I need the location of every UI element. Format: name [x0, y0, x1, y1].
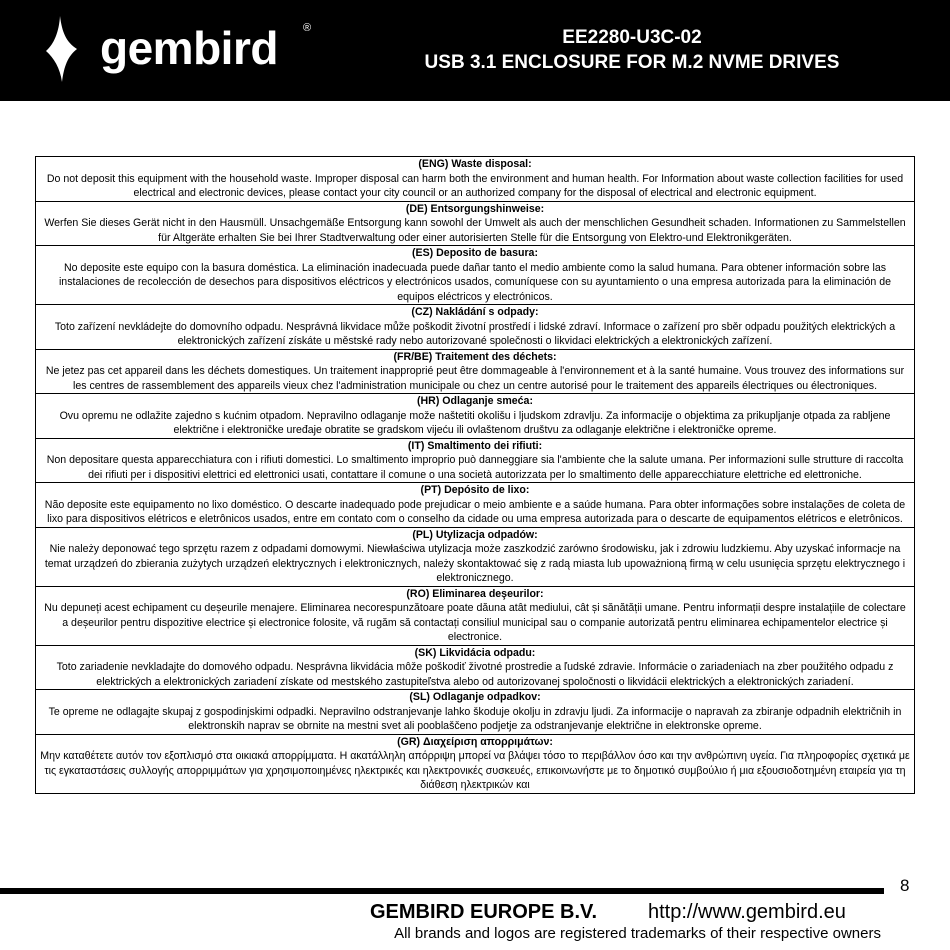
section-title: (FR/BE) Traitement des déchets: — [393, 350, 557, 363]
section-body: Te opreme ne odlagajte skupaj z gospodinjskimi odpadki. Nepravilno odstranjevanje lahko škoduje okolju in zdravju ljudi. Za informacije o napravah za zbiranje odpadnih električnih in elektronskih naprav se obrnite na mestni svet ali pooblaščeno podjetje za odstranjevanje električne in elektronske opreme. — [48, 705, 902, 732]
section-title: (SK) Likvidácia odpadu: — [414, 646, 536, 659]
section-pt — [36, 483, 914, 528]
section-body: Non depositare questa apparecchiatura con i rifiuti domestici. Lo smaltimento improprio può danneggiare sia l'ambiente che la salute umana. Per informazioni sulle strutture di raccolta dei rifiuti per i dispositivi elettrici ed elettronici usati, contattare il comune o una società autorizzata per lo smaltimento delle apparecchiature elettriche ed elettroniche. — [46, 454, 904, 481]
section-body: Nu depuneți acest echipament cu deșeurile menajere. Eliminarea necorespunzătoare poate dăuna atât mediului, cât și sănătății umane. Pentru informații despre instalațiile de colectare a deșeurilor pentru dispozitive electrice și electronice folosite, vă rugăm să contactați consiliul municipal sau o companie autorizată pentru eliminarea echipamentelor electrice și electronice. — [44, 602, 906, 643]
section-title: (ENG) Waste disposal: — [418, 158, 532, 170]
section-title: (DE) Entsorgungshinweise: — [405, 202, 545, 215]
section-body: Nie należy deponować tego sprzętu razem z odpadami domowymi. Niewłaściwa utylizacja może zaszkodzić zarówno środowisku, jak i zdrowiu ludzkiemu. Aby uzyskać informacje na temat urządzeń do zbierania zużytych urządzeń elektrycznych i elektronicznych, należy skontaktować się z radą miasta lub upoważnioną firmą w celu usunięcia sprzętu elektrycznego i elektronicznego. — [44, 543, 906, 584]
section-title: (IT) Smaltimento dei rifiuti: — [407, 439, 543, 452]
section-body: Do not deposit this equipment with the household waste. Improper disposal can harm both the environment and human health. For Information about waste collection facilities for used electrical and electronic devices, please contact your city council or an authorized company for the disposal of electrical and electronic equipment. — [46, 172, 904, 199]
trademark-notice: All brands and logos are registered trademarks of their respective owners — [394, 925, 881, 942]
model-number: EE2280-U3C-02 — [562, 27, 702, 48]
section-ro — [36, 587, 914, 646]
section-body: No deposite este equipo con la basura doméstica. La eliminación inadecuada puede dañar tanto el medio ambiente como la salud humana. Para obtener información sobre las instalaciones de recolección de desechos para dispositivos eléctricos y electrónicos usados, comuníquese con su ayuntamiento o una empresa autorizada para la eliminación de equipos eléctricos y electrónicos. — [58, 261, 892, 303]
gembird-logo-mark-icon — [44, 16, 80, 82]
section-fr-be — [36, 350, 914, 395]
section-body: Toto zařízení nevkládejte do domovního odpadu. Nesprávná likvidace může poškodit životní prostředí i lidské zdraví. Informace o zařízení pro sběr odpadu použitých elektrických a elektronických zařízení získáte u městské rady nebo autorizované společnosti o likvidaci elektrických a elektronických zařízení. — [54, 320, 896, 347]
section-body: Toto zariadenie nevkladajte do domového odpadu. Nesprávna likvidácia môže poškodiť životné prostredie a ľudské zdravie. Informácie o zariadeniach na zber použitého odpadu z elektrických a elektronických zariadení získate od mestského zastupiteľstva alebo od autorizovanej spoločnosti o likvidácii elektrických a elektronických zariadení. — [56, 661, 894, 688]
product-name: USB 3.1 ENCLOSURE FOR M.2 NVME DRIVES — [424, 52, 840, 73]
section-cz — [36, 305, 914, 350]
section-pl — [36, 528, 914, 587]
section-body: Μην καταθέτετε αυτόν τον εξοπλισμό στα οικιακά απορρίμματα. Η ακατάλληλη απόρριψη μπορεί να βλάψει τόσο το περιβάλλον όσο και την ανθρώπινη υγεία. Για πληροφορίες σχετικά με τις εγκαταστάσεις συλλογής απορριμμάτων για χρησιμοποιημένες ηλεκτρικές και ηλεκτρονικές συσκευές, επικοινωνήστε με το δημοτικό συμβούλιο ή μια εξουσιοδοτημένη εταιρεία για τη διάθεση ηλεκτρικών και — [40, 750, 910, 791]
section-title: (GR) Διαχείριση απορριμάτων: — [397, 735, 553, 748]
logo-wordmark: gembird — [100, 22, 278, 74]
company-name: GEMBIRD EUROPE B.V. — [370, 901, 598, 923]
website-link[interactable]: http://www.gembird.eu — [648, 901, 846, 923]
section-body: Ne jetez pas cet appareil dans les déchets domestiques. Un traitement inapproprié peut être dommageable à l'environnement et à la santé humaine. Vous trouvez des informations sur les centres de rassemblement des appareils vieux chez l'administration municipale ou chez un centre autorisé pour le traitement des appareils électriques ou électroniques. — [45, 365, 905, 392]
registered-mark: ® — [303, 22, 312, 34]
waste-disposal-table — [35, 156, 915, 794]
section-es — [36, 246, 914, 305]
section-de — [36, 202, 914, 247]
section-title: (SL) Odlaganje odpadkov: — [409, 691, 541, 703]
section-sl — [36, 690, 914, 735]
product-heading — [382, 25, 882, 75]
section-title: (PL) Utylizacja odpadów: — [412, 528, 538, 541]
section-title: (ES) Deposito de basura: — [412, 247, 538, 259]
section-title: (HR) Odlaganje smeća: — [417, 395, 533, 407]
section-body: Não deposite este equipamento no lixo doméstico. O descarte inadequado pode prejudicar o meio ambiente e a saúde humana. Para obter informações sobre instalações de coleta de lixo para dispositivos elétricos e eletrônicos usados, entre em contato com o conselho da cidade ou uma empresa autorizada para o descarte de equipamentos elétricos e eletrônicos. — [44, 498, 906, 525]
header-bar — [0, 0, 950, 101]
section-gr — [36, 735, 914, 793]
footer-divider — [0, 888, 884, 894]
section-it — [36, 439, 914, 484]
section-sk — [36, 646, 914, 691]
section-body: Ovu opremu ne odlažite zajedno s kućnim otpadom. Nepravilno odlaganje može naštetiti okolišu i ljudskom zdravlju. Za informacije o objektima za prikupljanje otpada za rabljene električne i elektroničke uređaje obratite se gradskom vijeću ili ovlaštenom društvu za odlaganje električne i elektroničke opreme. — [59, 409, 891, 436]
section-title: (RO) Eliminarea deşeurilor: — [406, 587, 544, 600]
section-title: (CZ) Nakládání s odpady: — [411, 306, 539, 318]
section-title: (PT) Depósito de lixo: — [420, 484, 530, 496]
section-hr — [36, 394, 914, 439]
page-number: 8 — [900, 876, 910, 895]
section-body: Werfen Sie dieses Gerät nicht in den Hausmüll. Unsachgemäße Entsorgung kann sowohl der Umwelt als auch der menschlichen Gesundheit schaden. Informationen zu Sammelstellen für Altgeräte erhalten Sie bei Ihrer Stadtverwaltung oder einer autorisierten Stelle für die Entsorgung von Elektro-und Elektronikgeräten. — [44, 217, 906, 244]
section-eng — [36, 157, 914, 202]
